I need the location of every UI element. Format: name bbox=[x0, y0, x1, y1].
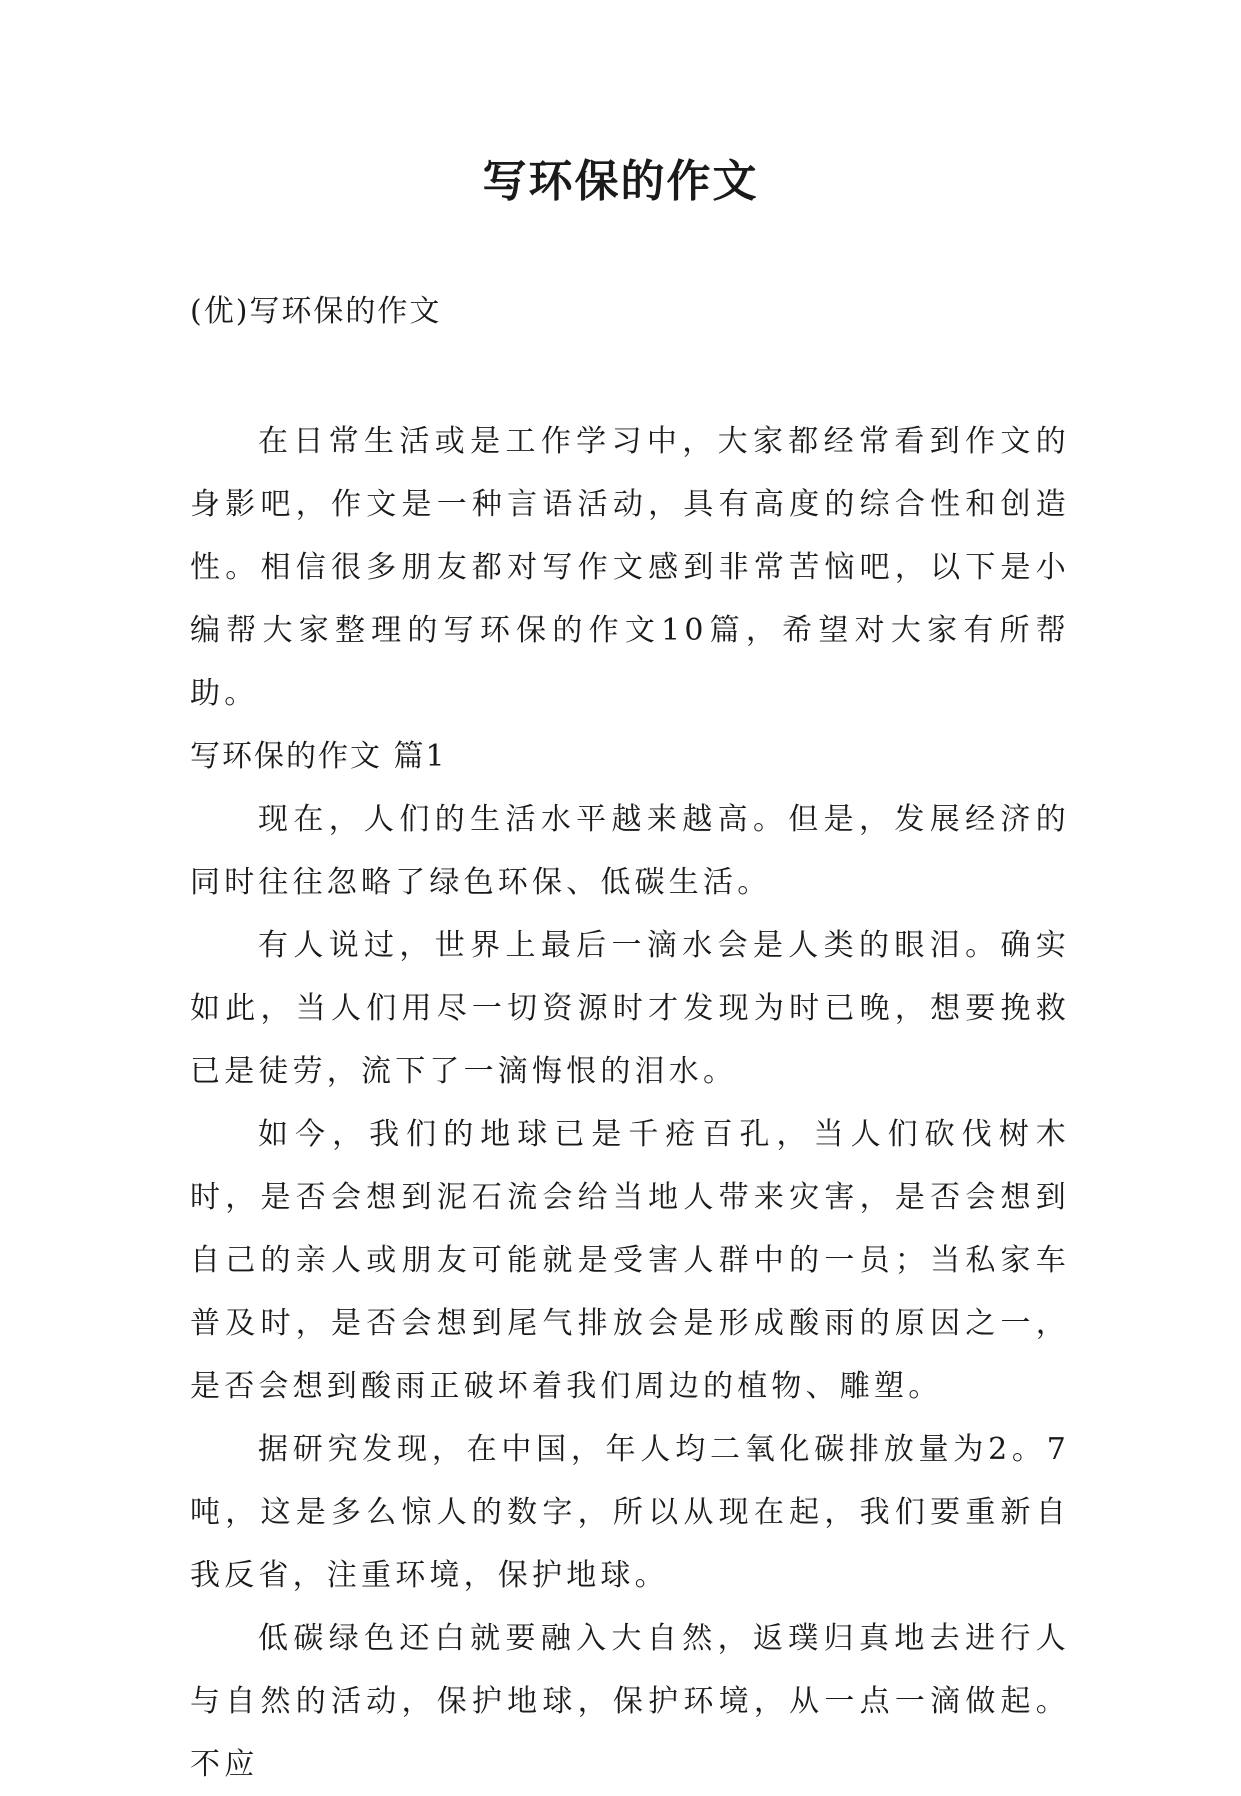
body-paragraph: 如今，我们的地球已是千疮百孔，当人们砍伐树木时，是否会想到泥石流会给当地人带来灾害，是否会想到自己的亲人或朋友可能就是受害人群中的一员；当私家车普及时，是否会想到尾气排放会是形成酸雨的原因之一，是否会想到酸雨正破坏着我们周边的植物、雕塑。 bbox=[190, 1117, 1070, 1404]
section-heading: 写环保的作文 篇1 bbox=[190, 739, 447, 774]
document-subtitle: (优)写环保的作文 bbox=[190, 294, 442, 329]
document-body bbox=[190, 410, 1070, 1796]
intro-paragraph: 在日常生活或是工作学习中，大家都经常看到作文的身影吧，作文是一种言语活动，具有高度的综合性和创造性。相信很多朋友都对写作文感到非常苦恼吧，以下是小编帮大家整理的写环保的作文10篇，希望对大家有所帮助。 bbox=[190, 424, 1070, 711]
body-paragraph: 低碳绿色还白就要融入大自然，返璞归真地去进行人与自然的活动，保护地球，保护环境，从一点一滴做起。不应 bbox=[190, 1621, 1070, 1782]
body-paragraph: 据研究发现，在中国，年人均二氧化碳排放量为2。7吨，这是多么惊人的数字，所以从现在起，我们要重新自我反省，注重环境，保护地球。 bbox=[190, 1432, 1070, 1593]
document-title: 写环保的作文 bbox=[482, 156, 759, 207]
body-paragraph: 现在，人们的生活水平越来越高。但是，发展经济的同时往往忽略了绿色环保、低碳生活。 bbox=[190, 802, 1070, 900]
body-paragraph: 有人说过，世界上最后一滴水会是人类的眼泪。确实如此，当人们用尽一切资源时才发现为时已晚，想要挽救已是徒劳，流下了一滴悔恨的泪水。 bbox=[190, 928, 1070, 1089]
